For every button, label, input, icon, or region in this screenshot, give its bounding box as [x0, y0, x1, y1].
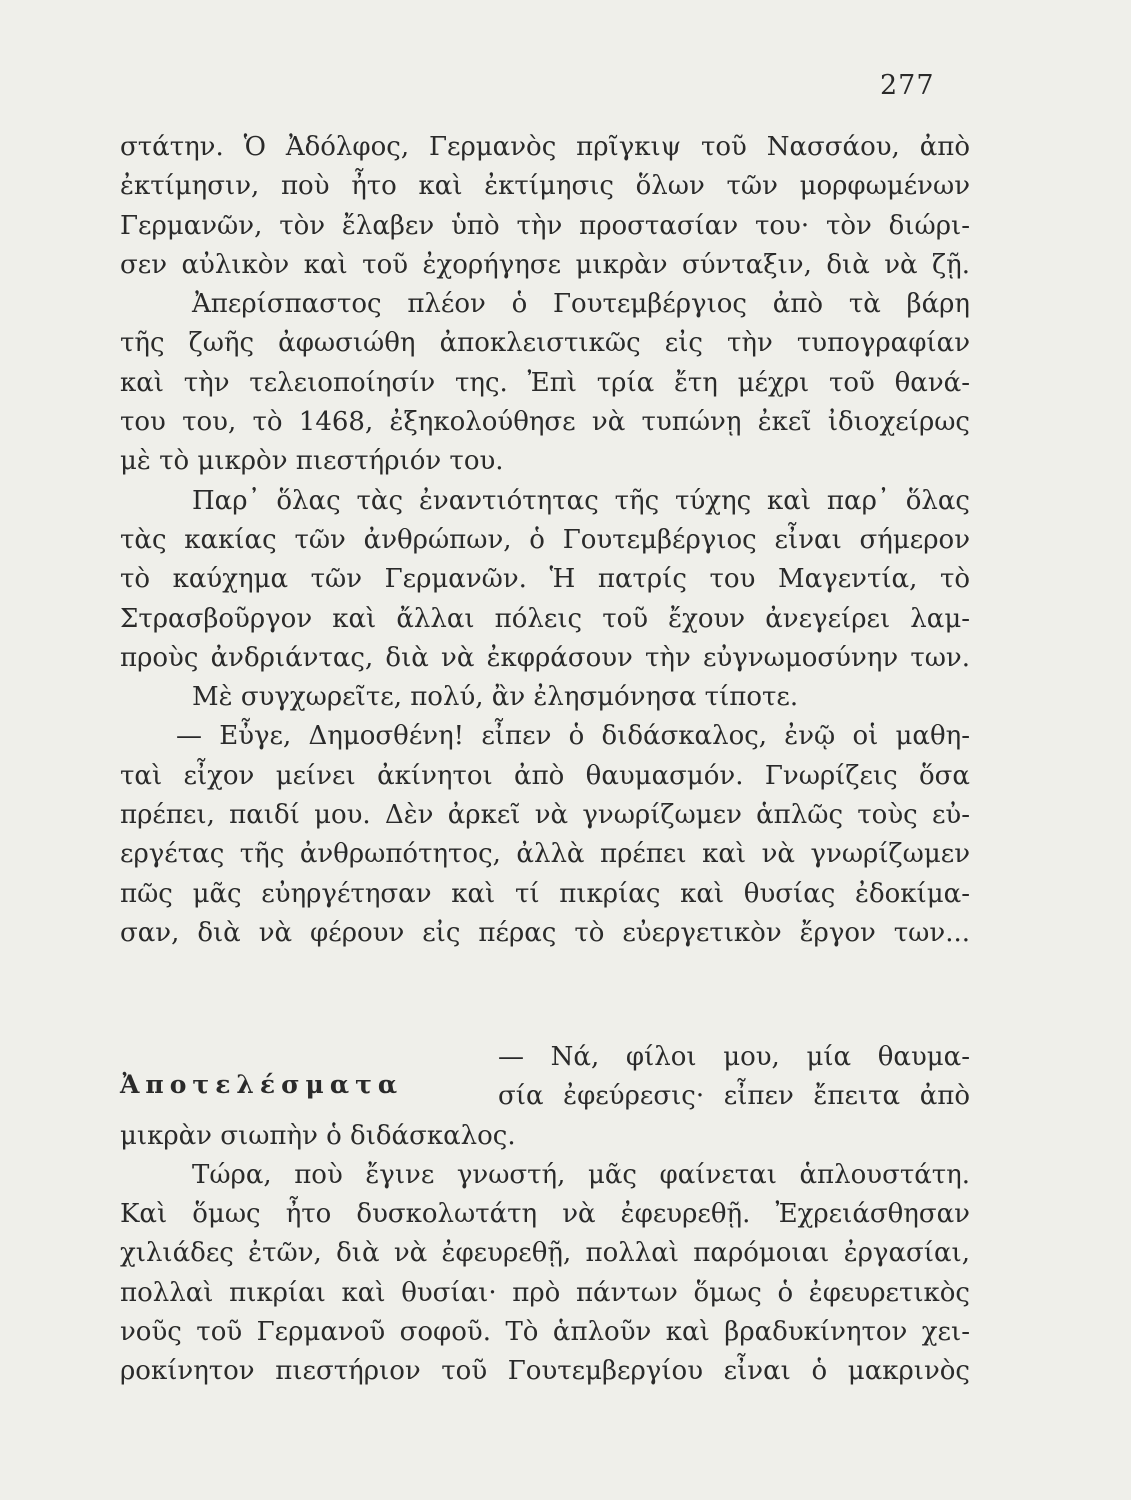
text-line: πολλαὶ πικρίαι καὶ θυσίαι· πρὸ πάντων ὅμως ὁ ἐφευρετικὸς	[120, 1277, 970, 1308]
text-block-bottom	[120, 1038, 970, 1392]
text-line: πρέπει, παιδί μου. Δὲν ἀρκεῖ νὰ γνωρίζωμεν ἁπλῶς τοὺς εὐ-	[120, 800, 970, 831]
text-line: τὸ καύχημα τῶν Γερμανῶν. Ἡ πατρίς του Μαγεντία, τὸ	[120, 564, 970, 595]
text-line: πῶς μᾶς εὐηργέτησαν καὶ τί πικρίας καὶ θυσίας ἐδοκίμα-	[120, 878, 970, 909]
text-line: τῆς ζωῆς ἀφωσιώθη ἀποκλειστικῶς εἰς τὴν τυπογραφίαν	[120, 328, 970, 359]
text-line: χιλιάδες ἐτῶν, διὰ νὰ ἐφευρεθῇ, πολλαὶ παρόμοιαι ἐργασίαι,	[120, 1238, 970, 1269]
text-line: καὶ τὴν τελειοποίησίν της. Ἐπὶ τρία ἔτη μέχρι τοῦ θανά-	[120, 367, 970, 398]
text-line: τὰς κακίας τῶν ἀνθρώπων, ὁ Γουτεμβέργιος εἶναι σήμερον	[120, 524, 970, 555]
text-line: Στρασβοῦργον καὶ ἄλλαι πόλεις τοῦ ἔχουν ἀνεγείρει λαμ-	[120, 603, 970, 634]
text-line: σία ἐφεύρεσις· εἶπεν ἔπειτα ἀπὸ	[498, 1081, 970, 1112]
text-line: προὺς ἀνδριάντας, διὰ νὰ ἐκφράσουν τὴν εὐγνωμοσύνην των.	[120, 642, 970, 673]
text-line: εργέτας τῆς ἀνθρωπότητος, ἀλλὰ πρέπει καὶ νὰ γνωρίζωμεν	[120, 839, 970, 870]
text-line: Ἀπερίσπαστος πλέον ὁ Γουτεμβέργιος ἀπὸ τὰ βάρη	[192, 289, 970, 320]
page-number: 277	[880, 70, 935, 101]
text-line: στάτην. Ὁ Ἀδόλφος, Γερμανὸς πρῖγκιψ τοῦ Νασσάου, ἀπὸ	[120, 132, 970, 162]
text-line: Παρ᾽ ὅλας τὰς ἐναντιότητας τῆς τύχης καὶ παρ᾽ ὅλας	[192, 485, 970, 516]
text-line: Γερμανῶν, τὸν ἔλαβεν ὑπὸ τὴν προστασίαν του· τὸν διώρι-	[120, 210, 970, 241]
text-line: Τώρα, ποὺ ἔγινε γνωστή, μᾶς φαίνεται ἁπλουστάτη.	[192, 1159, 970, 1190]
text-line: — Εὖγε, Δημοσθένη! εἶπεν ὁ διδάσκαλος, ἐνῷ οἱ μαθη-	[176, 721, 970, 752]
text-line: μὲ τὸ μικρὸν πιεστήριόν του.	[120, 446, 504, 477]
text-line: σαν, διὰ νὰ φέρουν εἰς πέρας τὸ εὐεργετικὸν ἔργον των...	[120, 917, 970, 948]
text-block-top	[120, 128, 970, 953]
text-line: Καὶ ὅμως ἦτο δυσκολωτάτη νὰ ἐφευρεθῇ. Ἐχρειάσθησαν	[120, 1199, 970, 1230]
text-line: ταὶ εἶχον μείνει ἀκίνητοι ἀπὸ θαυμασμόν. Γνωρίζεις ὅσα	[120, 760, 970, 791]
text-line: σεν αὐλικὸν καὶ τοῦ ἐχορήγησε μικρὰν σύνταξιν, διὰ νὰ ζῇ.	[120, 249, 970, 280]
text-line: Μὲ συγχωρεῖτε, πολύ, ἂν ἐλησμόνησα τίποτε.	[192, 682, 799, 713]
text-line: του του, τὸ 1468, ἐξηκολούθησε νὰ τυπώνῃ ἐκεῖ ἰδιοχείρως	[120, 407, 970, 438]
text-line: — Νά, φίλοι μου, μία θαυμα-	[498, 1042, 970, 1072]
section-heading: Ἀποτελέσματα	[120, 1070, 404, 1099]
text-line: νοῦς τοῦ Γερμανοῦ σοφοῦ. Τὸ ἁπλοῦν καὶ βραδυκίνητον χει-	[120, 1317, 970, 1348]
text-line: ροκίνητον πιεστήριον τοῦ Γουτεμβεργίου εἶναι ὁ μακρινὸς	[120, 1356, 970, 1387]
text-line: ἐκτίμησιν, ποὺ ἦτο καὶ ἐκτίμησις ὅλων τῶν μορφωμένων	[120, 171, 970, 202]
text-line: μικρὰν σιωπὴν ὁ διδάσκαλος.	[120, 1120, 516, 1151]
